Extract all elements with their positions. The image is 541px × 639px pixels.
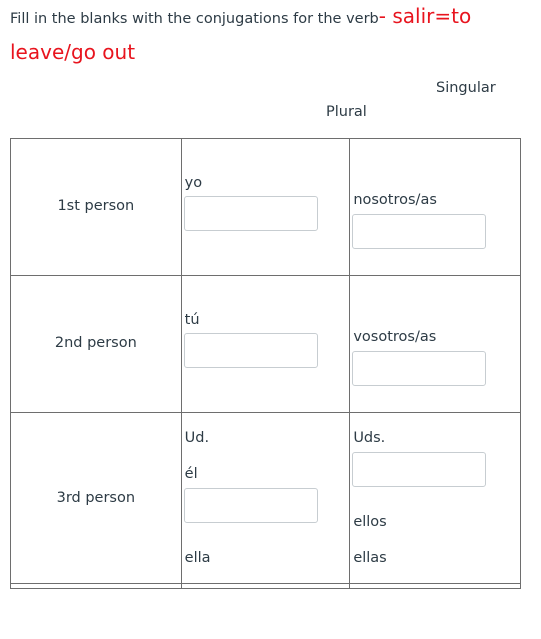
table-row xyxy=(11,413,521,584)
instructions xyxy=(10,0,535,70)
singular-cell xyxy=(181,139,350,276)
pronoun-label: Ud. xyxy=(184,430,210,446)
pronoun-label: Uds. xyxy=(353,430,386,446)
blank-vosotros-input[interactable] xyxy=(352,351,486,386)
singular-cell xyxy=(181,276,350,413)
pronoun-label: nosotros/as xyxy=(353,192,437,208)
person-cell xyxy=(11,276,182,413)
table-row-empty xyxy=(11,584,521,589)
header-singular: Singular xyxy=(436,80,496,96)
pronoun-label: tú xyxy=(184,312,200,328)
pronoun-label: yo xyxy=(184,175,203,191)
blank-ud-input[interactable] xyxy=(184,488,318,523)
pronoun-label: vosotros/as xyxy=(353,329,437,345)
pronoun-label: ellas xyxy=(353,550,387,566)
pronoun-label: él xyxy=(184,466,198,482)
plural-cell xyxy=(350,413,521,584)
person-label: 3rd person xyxy=(56,490,136,506)
pronoun-label: ella xyxy=(184,550,211,566)
table-row xyxy=(11,276,521,413)
empty-cell xyxy=(181,584,350,589)
pronoun-label: ellos xyxy=(353,514,387,530)
plural-cell xyxy=(350,276,521,413)
empty-cell xyxy=(350,584,521,589)
empty-cell xyxy=(11,584,182,589)
blank-uds-input[interactable] xyxy=(352,452,486,487)
blank-nosotros-input[interactable] xyxy=(352,214,486,249)
header-plural: Plural xyxy=(326,104,367,120)
plural-cell xyxy=(350,139,521,276)
singular-cell xyxy=(181,413,350,584)
verb-meaning: leave/go out xyxy=(10,40,136,64)
instructions-text: Fill in the blanks with the conjugations for the verb xyxy=(10,11,379,27)
blank-yo-input[interactable] xyxy=(184,196,318,231)
person-label: 2nd person xyxy=(54,335,137,351)
table-row xyxy=(11,139,521,276)
conjugation-table xyxy=(10,138,521,589)
blank-tu-input[interactable] xyxy=(184,333,318,368)
person-label: 1st person xyxy=(57,198,135,214)
verb-prefix: - salir=to xyxy=(378,4,472,28)
person-cell xyxy=(11,139,182,276)
person-cell xyxy=(11,413,182,584)
